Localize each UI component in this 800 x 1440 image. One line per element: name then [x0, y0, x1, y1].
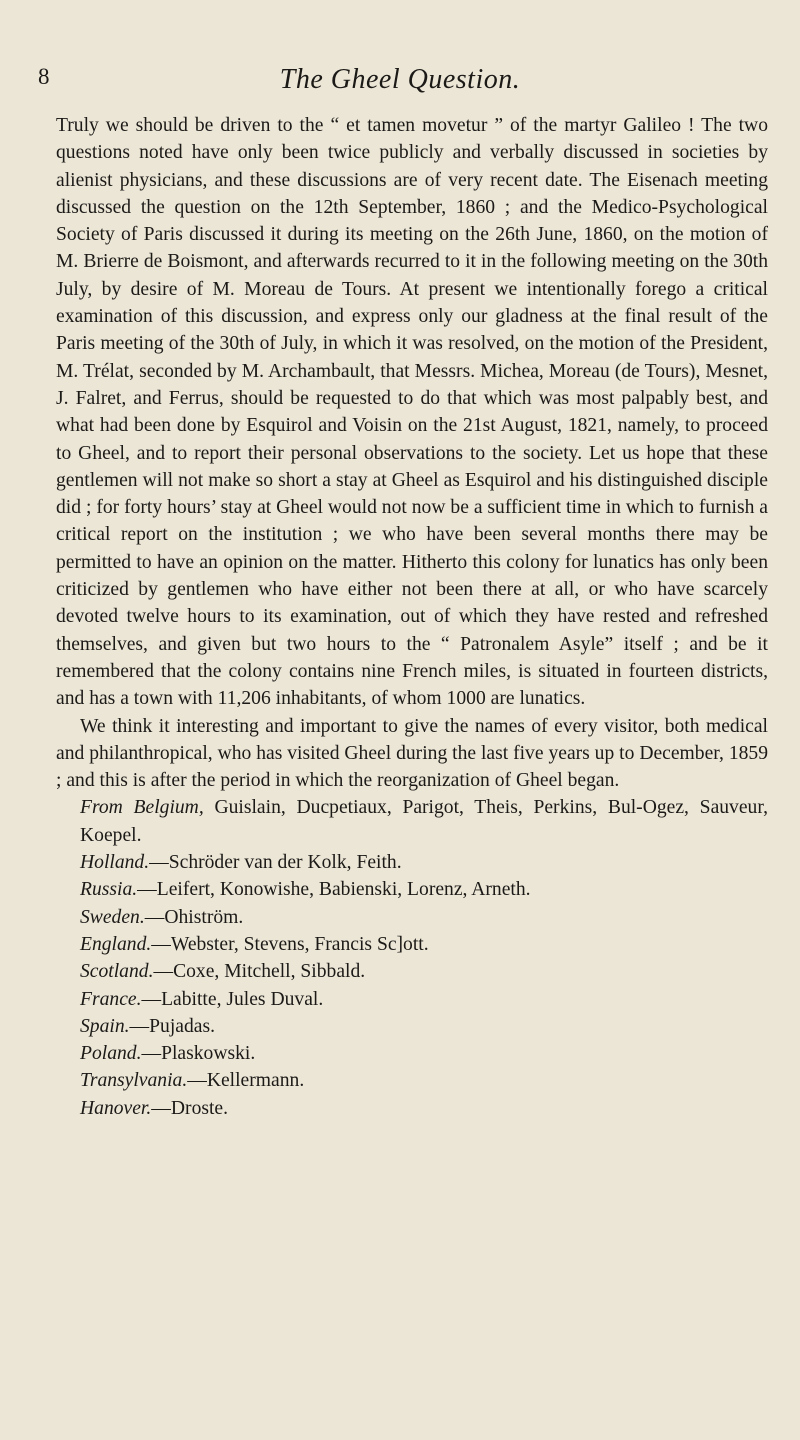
visitor-names: —Pujadas.	[129, 1015, 215, 1037]
visitor-entry	[56, 876, 768, 903]
country-name: Scotland.	[80, 961, 154, 983]
country-name: Transylvania.	[80, 1070, 188, 1092]
country-name: Hanover.	[80, 1097, 152, 1119]
page-number: 8	[38, 64, 50, 89]
country-name: Sweden.	[80, 906, 145, 928]
visitor-entry	[56, 1013, 768, 1040]
visitor-names: —Ohiström.	[144, 906, 244, 928]
country-name: Spain.	[80, 1015, 130, 1037]
visitor-entry	[56, 794, 768, 849]
visitor-entry	[56, 986, 768, 1013]
country-name: England.	[80, 933, 152, 955]
visitor-entry	[56, 904, 768, 931]
visitor-names: —Plaskowski.	[141, 1043, 256, 1065]
visitor-names: Guislain, Ducpetiaux, Parigot, Theis, Perkins, Bul-Ogez, Sauveur, Koepel.	[80, 797, 768, 846]
visitor-entry	[56, 1067, 768, 1094]
visitor-names: —Droste.	[151, 1097, 229, 1119]
country-name: Poland.	[80, 1043, 142, 1065]
visitor-entry	[56, 1040, 768, 1067]
paragraph-2: We think it interesting and important to give the names of every visitor, both medical and philanthropical, who has visited Gheel during the last five years up to December, 1859 ; and this is after the period in which the reorganization of Gheel began.	[56, 715, 769, 792]
running-head: The Gheel Question.	[279, 64, 521, 95]
visitor-names: —Coxe, Mitchell, Sibbald.	[153, 961, 366, 983]
country-name: Russia.	[80, 879, 138, 901]
visitor-entry	[56, 931, 768, 958]
visitor-names: —Leifert, Konowishe, Babienski, Lorenz, Arneth.	[137, 879, 531, 901]
visitor-names: —Schröder van der Kolk, Feith.	[149, 852, 402, 874]
body-text	[56, 112, 768, 1122]
visitor-names: —Kellermann.	[187, 1070, 305, 1092]
visitor-entry	[56, 958, 768, 985]
country-name: Holland.	[80, 852, 150, 874]
visitor-list	[56, 794, 768, 1122]
country-name: France.	[80, 988, 142, 1010]
visitor-names: —Labitte, Jules Duval.	[141, 988, 324, 1010]
paragraph-1: Truly we should be driven to the “ et tamen movetur ” of the martyr Galileo ! The two questions noted have only been twice publicly and verbally discussed in societies by alienist physicians, and these discussions are of very recent date. The Eisenach meeting discussed the question on the 12th September, 1860 ; and the Medico-Psychological Society of Paris discussed it during its meeting on the 26th June, 1860, on the motion of M. Brierre de Boismont, and afterwards recurred to it in the following meeting on the 30th July, by desire of M. Moreau de Tours. At present we intentionally forego a critical examination of this discussion, and express only our gladness at the final result of the Paris meeting of the 30th of July, in which it was resolved, on the motion of the President, M. Trélat, seconded by M. Archambault, that Messrs. Michea, Moreau (de Tours), Mesnet, J. Falret, and Ferrus, should be requested to do that which was most palpably best, and what had been done by Esquirol and Voisin on the 21st August, 1821, namely, to proceed to Gheel, and to report their personal observations to the society. Let us hope that these gentlemen will not make so short a stay at Gheel as Esquirol and his distinguished disciple did ; for forty hours’ stay at Gheel would not now be a sufficient time in which to furnish a critical report on the institution ; we who have been several months there may be permitted to have an opinion on the matter. Hitherto this colony for lunatics has only been criticized by gentlemen who have either not been there at all, or who have scarcely devoted twelve hours to its examination, out of which they have rested and refreshed themselves, and given but two hours to the “ Patronalem Asyle” itself ; and be it remembered that the colony contains nine French miles, is situated in fourteen districts, and has a town with 11,206 inhabitants, of whom 1000 are lunatics.	[56, 115, 768, 710]
visitor-entry	[56, 849, 768, 876]
country-name: From Belgium,	[80, 797, 204, 819]
visitor-entry	[56, 1095, 768, 1122]
visitor-names: —Webster, Stevens, Francis Sc]ott.	[151, 933, 429, 955]
